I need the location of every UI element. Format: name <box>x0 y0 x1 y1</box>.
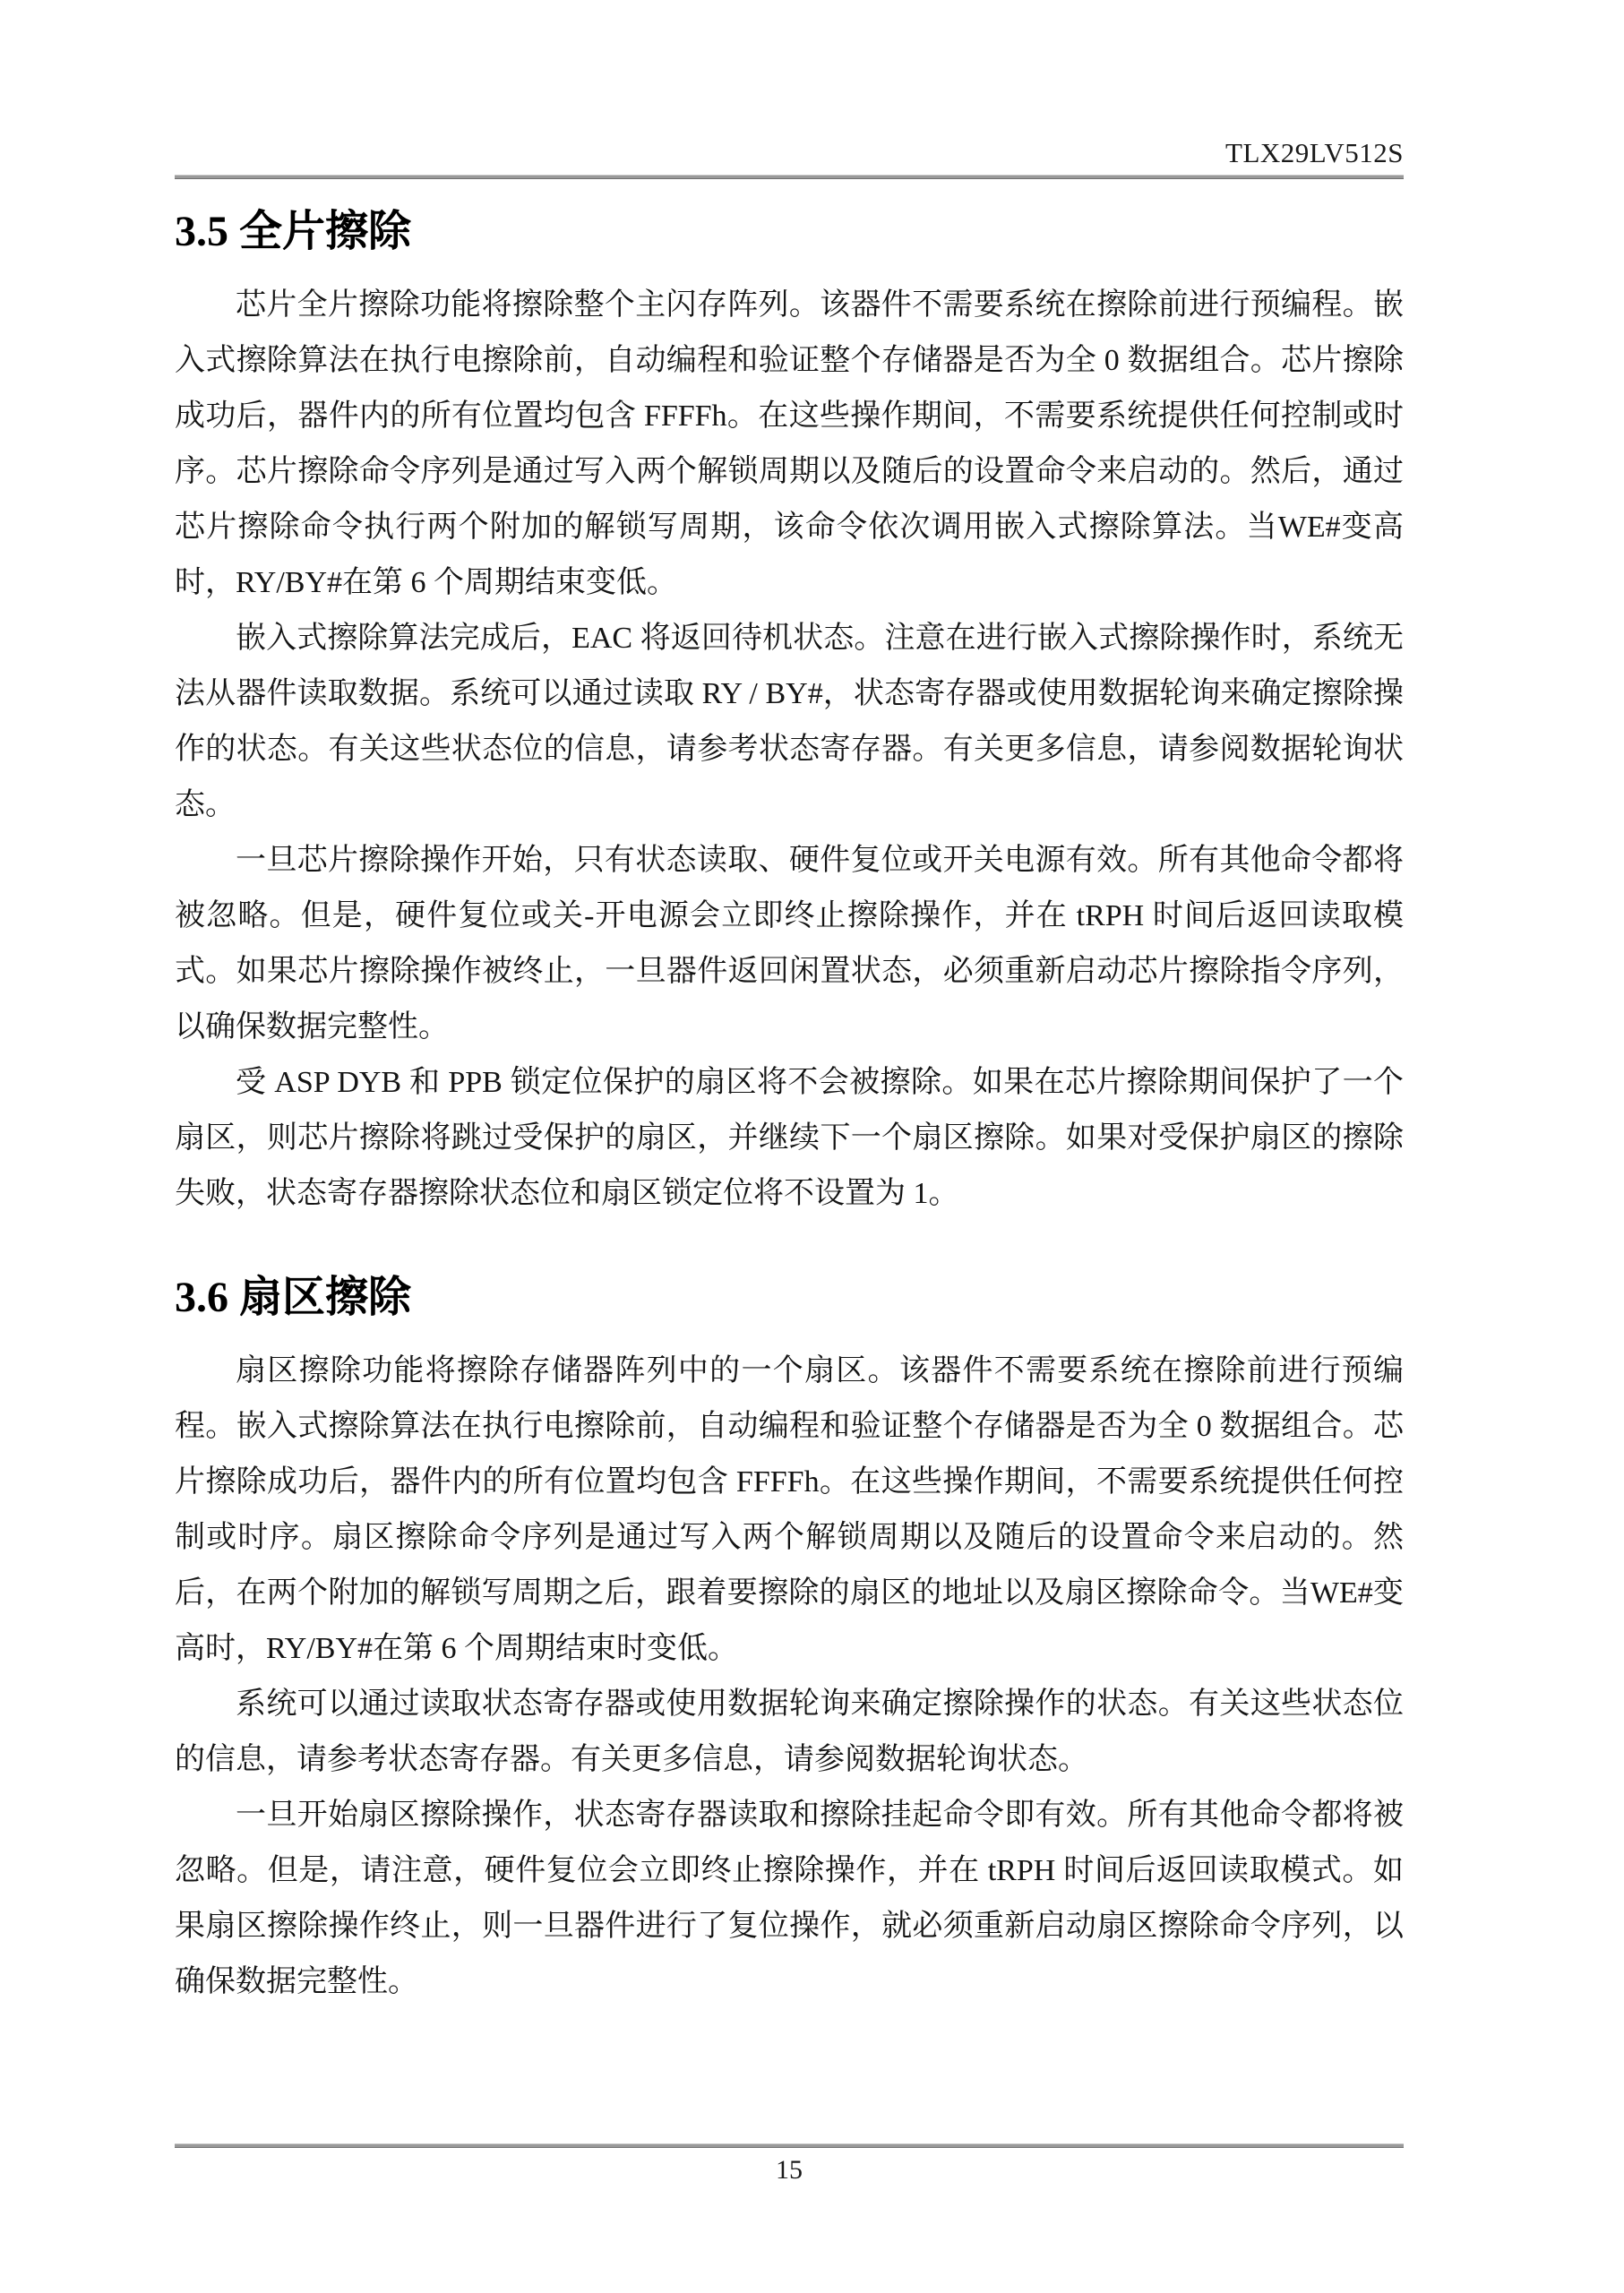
document-header <box>175 0 1404 179</box>
paragraph: 受 ASP DYB 和 PPB 锁定位保护的扇区将不会被擦除。如果在芯片擦除期间保护了一个扇区，则芯片擦除将跳过受保护的扇区，并继续下一个扇区擦除。如果对受保护扇区的擦除失败，状态寄存器擦除状态位和扇区锁定位将不设置为 1。 <box>175 1066 1404 1210</box>
paragraph: 嵌入式擦除算法完成后，EAC 将返回待机状态。注意在进行嵌入式擦除操作时，系统无法从器件读取数据。系统可以通过读取 RY / BY#，状态寄存器或使用数据轮询来确定擦除操作的状态。有关这些状态位的信息，请参考状态寄存器。有关更多信息，请参阅数据轮询状态。 <box>175 622 1404 821</box>
paragraph: 芯片全片擦除功能将擦除整个主闪存阵列。该器件不需要系统在擦除前进行预编程。嵌入式擦除算法在执行电擦除前，自动编程和验证整个存储器是否为全 0 数据组合。芯片擦除成功后，器件内的所有位置均包含 FFFFh。在这些操作期间，不需要系统提供任何控制或时序。芯片擦除命令序列是通过写入两个解锁周期以及随后的设置命令来启动的。然后，通过芯片擦除命令执行两个附加的解锁写周期，该命令依次调用嵌入式擦除算法。当WE#变高时，RY/BY#在第 6 个周期结束变低。 <box>175 288 1404 599</box>
document-code: TLX29LV512S <box>1225 137 1404 168</box>
paragraph: 系统可以通过读取状态寄存器或使用数据轮询来确定擦除操作的状态。有关这些状态位的信息，请参考状态寄存器。有关更多信息，请参阅数据轮询状态。 <box>175 1688 1404 1776</box>
paragraph: 一旦芯片擦除操作开始，只有状态读取、硬件复位或开关电源有效。所有其他命令都将被忽略。但是，硬件复位或关-开电源会立即终止擦除操作，并在 tRPH 时间后返回读取模式。如果芯片擦除操作被终止，一旦器件返回闲置状态，必须重新启动芯片擦除指令序列，以确保数据完整性。 <box>175 844 1404 1043</box>
document-footer <box>175 2143 1404 2186</box>
footer-rule <box>175 2143 1404 2148</box>
paragraph: 扇区擦除功能将擦除存储器阵列中的一个扇区。该器件不需要系统在擦除前进行预编程。嵌入式擦除算法在执行电擦除前，自动编程和验证整个存储器是否为全 0 数据组合。芯片擦除成功后，器件内的所有位置均包含 FFFFh。在这些操作期间，不需要系统提供任何控制或时序。扇区擦除命令序列是通过写入两个解锁周期以及随后的设置命令来启动的。然后，在两个附加的解锁写周期之后，跟着要擦除的扇区的地址以及扇区擦除命令。当WE#变高时，RY/BY#在第 6 个周期结束时变低。 <box>175 1354 1404 1665</box>
header-rule <box>175 175 1404 179</box>
page-number: 15 <box>776 2155 803 2185</box>
section-title-3-5: 3.5 全片擦除 <box>175 208 412 255</box>
section-title-3-6: 3.6 扇区擦除 <box>175 1274 412 1321</box>
page-content <box>175 0 1404 2010</box>
paragraph: 一旦开始扇区擦除操作，状态寄存器读取和擦除挂起命令即有效。所有其他命令都将被忽略。但是，请注意，硬件复位会立即终止擦除操作，并在 tRPH 时间后返回读取模式。如果扇区擦除操作终止，则一旦器件进行了复位操作，就必须重新启动扇区擦除命令序列，以确保数据完整性。 <box>175 1799 1404 1998</box>
